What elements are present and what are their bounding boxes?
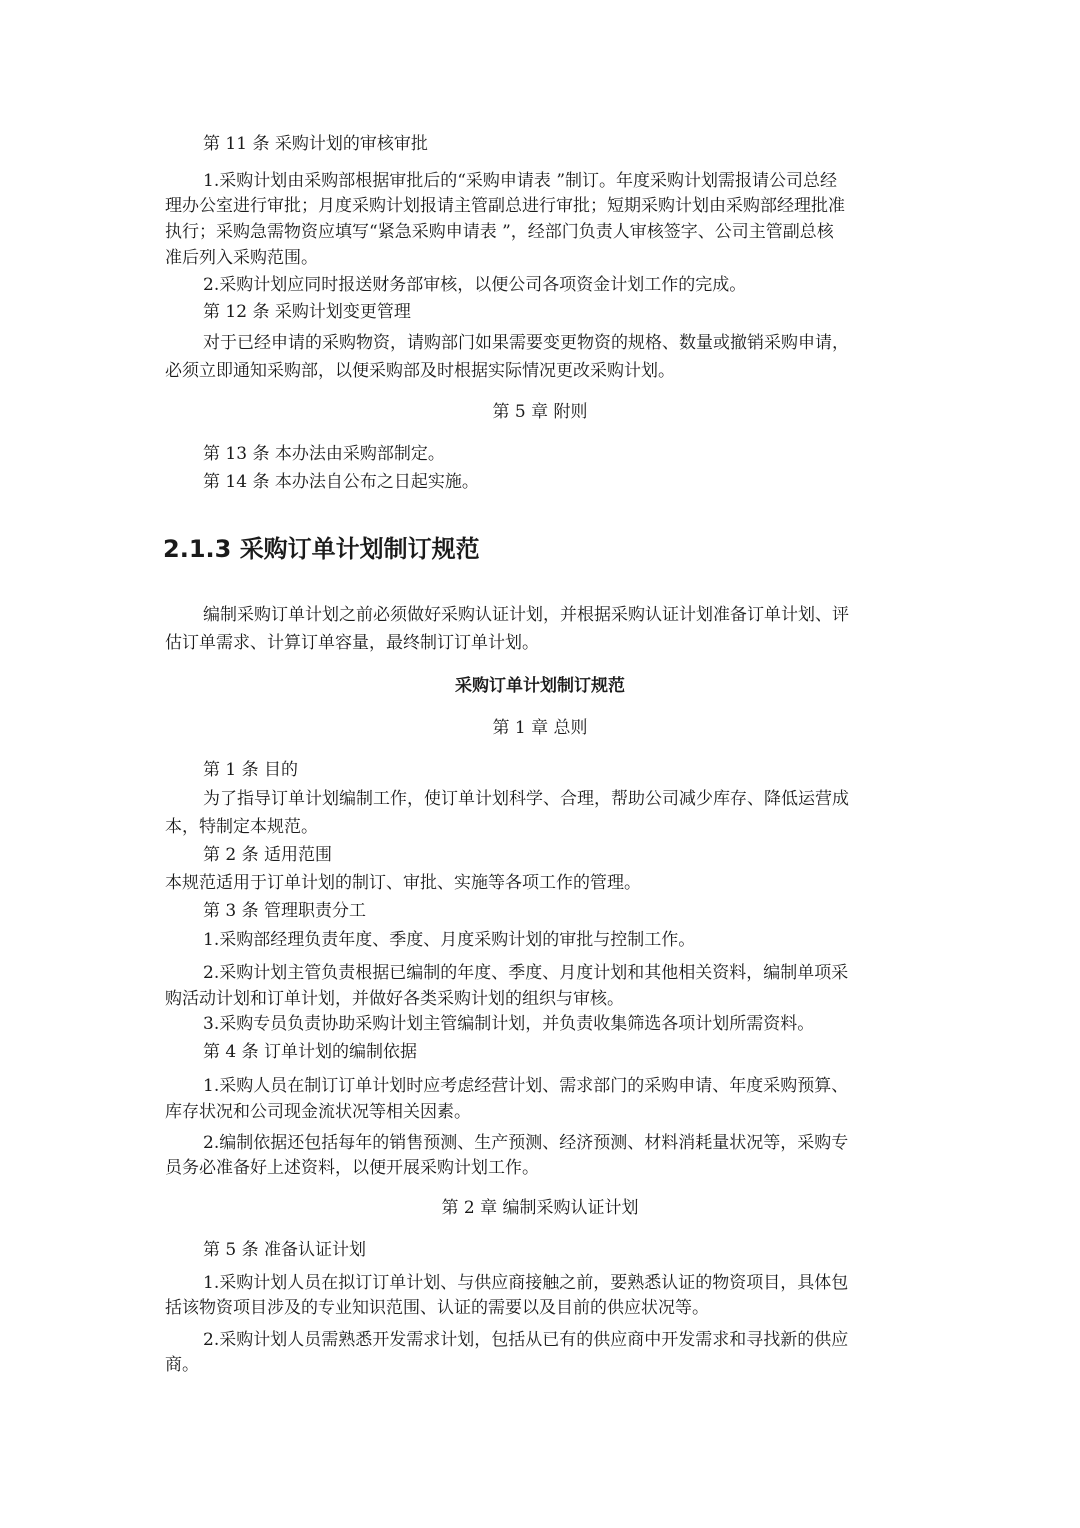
article-11-para1-line4: 准后列入采购范围。	[165, 248, 318, 268]
article-5-para2-line1: 2.采购计划人员需熟悉开发需求计划，包括从已有的供应商中开发需求和寻找新的供应	[203, 1330, 849, 1350]
article-11-para1-line2: 理办公室进行审批；月度采购计划报请主管副总进行审批；短期采购计划由采购部经理批准	[165, 196, 845, 216]
article-3-para3: 3.采购专员负责协助采购计划主管编制计划，并负责收集筛选各项计划所需资料。	[203, 1014, 815, 1034]
article-4-para2-line1: 2.编制依据还包括每年的销售预测、生产预测、经济预测、材料消耗量状况等，采购专	[203, 1133, 849, 1153]
spec-document-title: 采购订单计划制订规范	[455, 676, 625, 696]
article-1-title: 第 1 条 目的	[203, 760, 299, 780]
article-12-para-line2: 必须立即通知采购部，以便采购部及时根据实际情况更改采购计划。	[165, 361, 675, 381]
section-heading: 2.1.3 采购订单计划制订规范	[163, 535, 480, 563]
article-13: 第 13 条 本办法由采购部制定。	[203, 444, 445, 464]
chapter-2-title: 第 2 章 编制采购认证计划	[441, 1198, 639, 1218]
article-3-title: 第 3 条 管理职责分工	[203, 901, 367, 921]
article-1-para-line1: 为了指导订单计划编制工作，使订单计划科学、合理，帮助公司减少库存、降低运营成	[203, 789, 849, 809]
article-5-title: 第 5 条 准备认证计划	[203, 1240, 367, 1260]
article-3-para1: 1.采购部经理负责年度、季度、月度采购计划的审批与控制工作。	[203, 930, 696, 950]
article-3-para2-line2: 购活动计划和订单计划，并做好各类采购计划的组织与审核。	[165, 989, 624, 1009]
article-4-title: 第 4 条 订单计划的编制依据	[203, 1042, 418, 1062]
article-4-para2-line2: 员务必准备好上述资料，以便开展采购计划工作。	[165, 1158, 539, 1178]
article-2-title: 第 2 条 适用范围	[203, 845, 333, 865]
chapter-5-title: 第 5 章 附则	[492, 402, 588, 422]
article-4-para1-line1: 1.采购人员在制订订单计划时应考虑经营计划、需求部门的采购申请、年度采购预算、	[203, 1076, 849, 1096]
article-11-para1-line3: 执行；采购急需物资应填写“紧急采购申请表 ”，经部门负责人审核签字、公司主管副总核	[165, 222, 834, 242]
article-11-para2: 2.采购计划应同时报送财务部审核，以便公司各项资金计划工作的完成。	[203, 275, 747, 295]
article-11-title: 第 11 条 采购计划的审核审批	[203, 134, 428, 154]
article-12-title: 第 12 条 采购计划变更管理	[203, 302, 411, 322]
section-intro-line1: 编制采购订单计划之前必须做好采购认证计划，并根据采购认证计划准备订单计划、评	[203, 605, 849, 625]
article-14: 第 14 条 本办法自公布之日起实施。	[203, 472, 479, 492]
article-11-para1-line1: 1.采购计划由采购部根据审批后的“采购申请表 ”制订。年度采购计划需报请公司总经	[203, 171, 838, 191]
article-5-para1-line2: 括该物资项目涉及的专业知识范围、认证的需要以及目前的供应状况等。	[165, 1298, 709, 1318]
article-2-para: 本规范适用于订单计划的制订、审批、实施等各项工作的管理。	[165, 873, 641, 893]
article-12-para-line1: 对于已经申请的采购物资，请购部门如果需要变更物资的规格、数量或撤销采购申请，	[203, 333, 849, 353]
article-3-para2-line1: 2.采购计划主管负责根据已编制的年度、季度、月度计划和其他相关资料，编制单项采	[203, 963, 849, 983]
section-intro-line2: 估订单需求、计算订单容量，最终制订订单计划。	[165, 633, 539, 653]
chapter-1-title: 第 1 章 总则	[492, 718, 588, 738]
article-1-para-line2: 本，特制定本规范。	[165, 817, 318, 837]
article-5-para2-line2: 商。	[165, 1355, 199, 1375]
article-4-para1-line2: 库存状况和公司现金流状况等相关因素。	[165, 1102, 471, 1122]
article-5-para1-line1: 1.采购计划人员在拟订订单计划、与供应商接触之前，要熟悉认证的物资项目，具体包	[203, 1273, 849, 1293]
